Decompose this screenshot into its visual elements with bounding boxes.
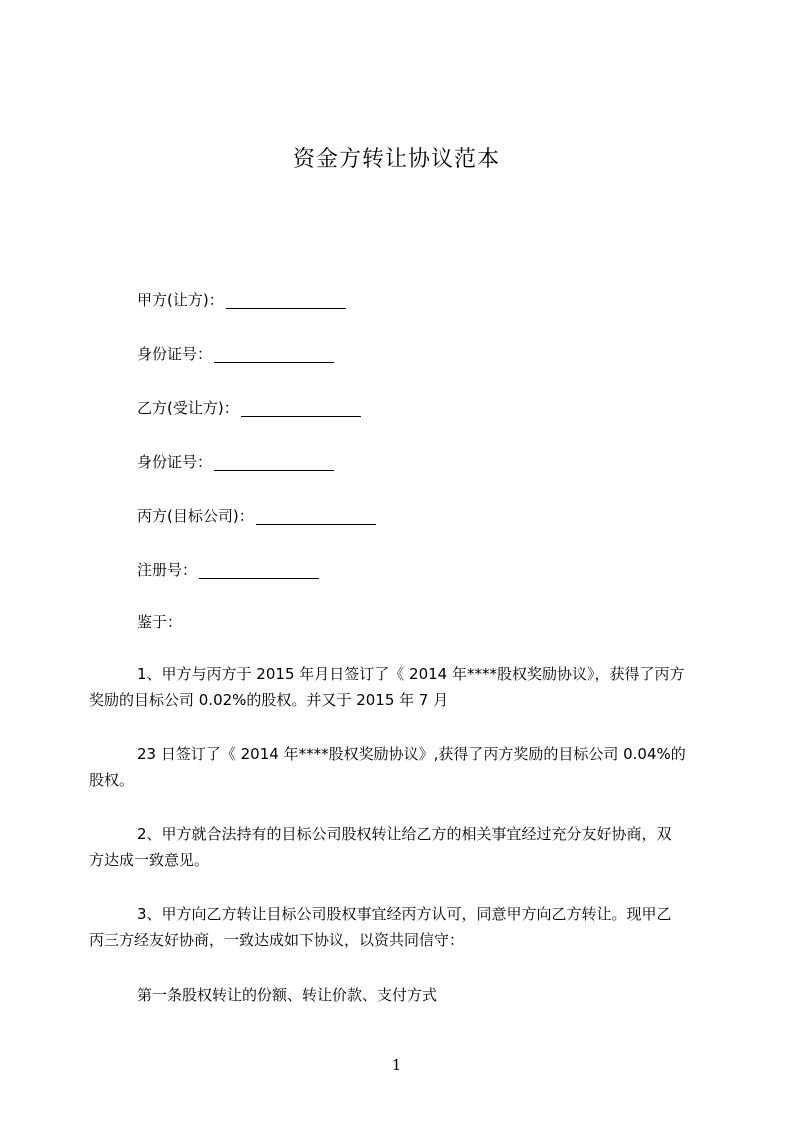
clause-2-line-2: 方达成一致意见。 [89,851,210,869]
page-number: 1 [391,1056,402,1074]
clause-3 [89,901,729,953]
clause-2 [89,821,729,873]
clause-1-continued-line-2: 股权。 [89,771,135,789]
clause-1 [89,661,729,713]
clause-2-line-1: 2、甲方就合法持有的目标公司股权转让给乙方的相关事宜经过充分友好协商，双 [137,825,672,843]
party-a-blank[interactable] [226,294,346,309]
registration-blank[interactable] [199,564,319,579]
party-c-label: 丙方(目标公司)： [137,507,254,525]
article-1-heading: 第一条股权转让的份额、转让价款、支付方式 [137,986,438,1004]
whereas-label: 鉴于： [137,613,183,631]
party-a-id-field [137,345,334,363]
whereas-heading [137,613,182,631]
party-b-id-label: 身份证号： [137,453,213,471]
party-b-id-blank[interactable] [214,456,334,471]
party-b-label: 乙方(受让方)： [137,399,239,417]
party-a-id-blank[interactable] [214,348,334,363]
clause-1-continued [89,741,729,793]
party-c-blank[interactable] [256,510,376,525]
clause-1-continued-line-1: 23 日签订了《 2014 年****股权奖励协议》,获得了丙方奖励的目标公司 0.04%的 [137,745,686,763]
party-a-label: 甲方(让方)： [137,291,224,309]
party-a-field [137,291,346,309]
clause-3-line-2: 丙三方经友好协商，一致达成如下协议，以资共同信守： [89,931,465,949]
registration-field [137,561,319,579]
clause-1-line-1: 1、甲方与丙方于 2015 年月日签订了《 2014 年****股权奖励协议》，获得了丙方 [137,665,685,683]
party-b-blank[interactable] [241,402,361,417]
party-b-field [137,399,361,417]
document-title: 资金方转让协议范本 [292,147,500,172]
party-b-id-field [137,453,334,471]
clause-3-line-1: 3、甲方向乙方转让目标公司股权事宜经丙方认可，同意甲方向乙方转让。现甲乙 [137,905,672,923]
clause-1-line-2: 奖励的目标公司 0.02%的股权。并又于 2015 年 7 月 [89,691,449,709]
party-c-field [137,507,376,525]
registration-label: 注册号： [137,561,198,579]
party-a-id-label: 身份证号： [137,345,213,363]
